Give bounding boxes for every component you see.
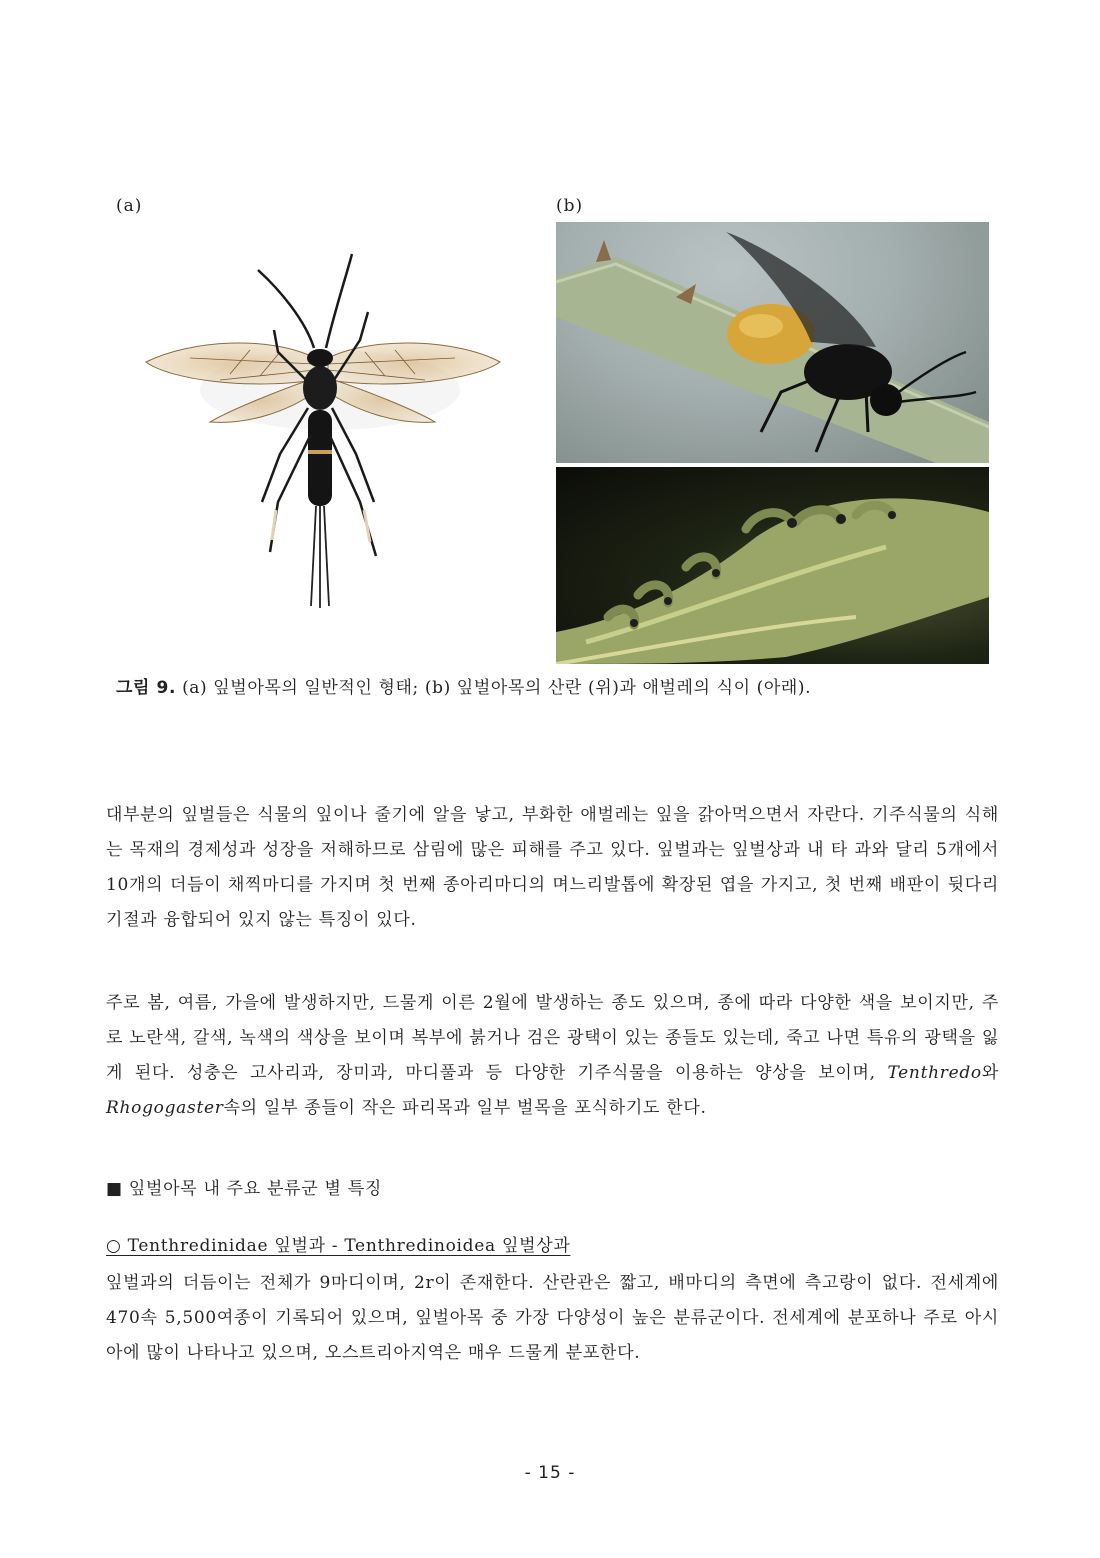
genus-rhogogaster: Rhogogaster bbox=[106, 1098, 224, 1118]
figure-label-b: (b) bbox=[556, 196, 584, 216]
larvae-feeding-illustration bbox=[556, 467, 989, 664]
sawfly-specimen-photo bbox=[130, 240, 510, 620]
sawfly-specimen-illustration bbox=[130, 240, 510, 620]
figure-number: 그림 9. bbox=[116, 678, 177, 698]
figure-label-a: (a) bbox=[116, 196, 143, 216]
genus-tenthredo: Tenthredo bbox=[887, 1063, 982, 1083]
larvae-feeding-photo bbox=[556, 467, 989, 664]
paragraph-2-text-2: 와 bbox=[981, 1063, 999, 1083]
oviposition-illustration bbox=[556, 222, 989, 463]
body-paragraph-1: 대부분의 잎벌들은 식물의 잎이나 줄기에 알을 낳고, 부화한 애벌레는 잎을 갉아먹으면서 자란다. 기주식물의 식해는 목재의 경제성과 성장을 저해하므로 삼림에 많은 피해를 주고 있다. 잎벌과는 잎벌상과 내 타 과와 달리 5개에서 10개의 더듬이 채찍마디를 가지며 첫 번째 종아리마디의 며느리발톱에 확장된 엽을 가지고, 첫 번째 배판이 뒷다리기절과 융합되어 있지 않는 특징이 있다. bbox=[106, 805, 999, 930]
paragraph-2-text-1: 주로 봄, 여름, 가을에 발생하지만, 드물게 이른 2월에 발생하는 종도 있으며, 종에 따라 다양한 색을 보이지만, 주로 노란색, 갈색, 녹색의 색상을 보이며 복부에 붉거나 검은 광택이 있는 종들도 있는데, 죽고 나면 특유의 광택을 잃게 된다. 성충은 고사리과, 장미과, 마디풀과 등 다양한 기주식물을 이용하는 양상을 보이며, bbox=[106, 993, 999, 1083]
page-number: - 15 - bbox=[524, 1463, 576, 1483]
body-paragraph-3: 잎벌과의 더듬이는 전체가 9마디이며, 2r이 존재한다. 산란관은 짧고, 배마디의 측면에 측고랑이 없다. 전세계에 470속 5,500여종이 기록되어 있으며, 잎벌아목 중 가장 다양성이 높은 분류군이다. 전세계에 분포하나 주로 아시아에 많이 나타나고 있으며, 오스트리아지역은 매우 드물게 분포한다. bbox=[106, 1273, 999, 1363]
figure-caption bbox=[116, 672, 996, 705]
figure-caption-text: (a) 잎벌아목의 일반적인 형태; (b) 잎벌아목의 산란 (위)과 애벌레의 식이 (아래). bbox=[176, 678, 812, 698]
section-heading: ■ 잎벌아목 내 주요 분류군 별 특징 bbox=[106, 1179, 382, 1199]
body-paragraph-2 bbox=[106, 986, 999, 1126]
subsection-heading: ○ Tenthredinidae 잎벌과 - Tenthredinoidea 잎벌상과 bbox=[106, 1236, 571, 1256]
paragraph-2-text-3: 속의 일부 종들이 작은 파리목과 일부 벌목을 포식하기도 한다. bbox=[223, 1098, 707, 1118]
oviposition-photo bbox=[556, 222, 989, 463]
